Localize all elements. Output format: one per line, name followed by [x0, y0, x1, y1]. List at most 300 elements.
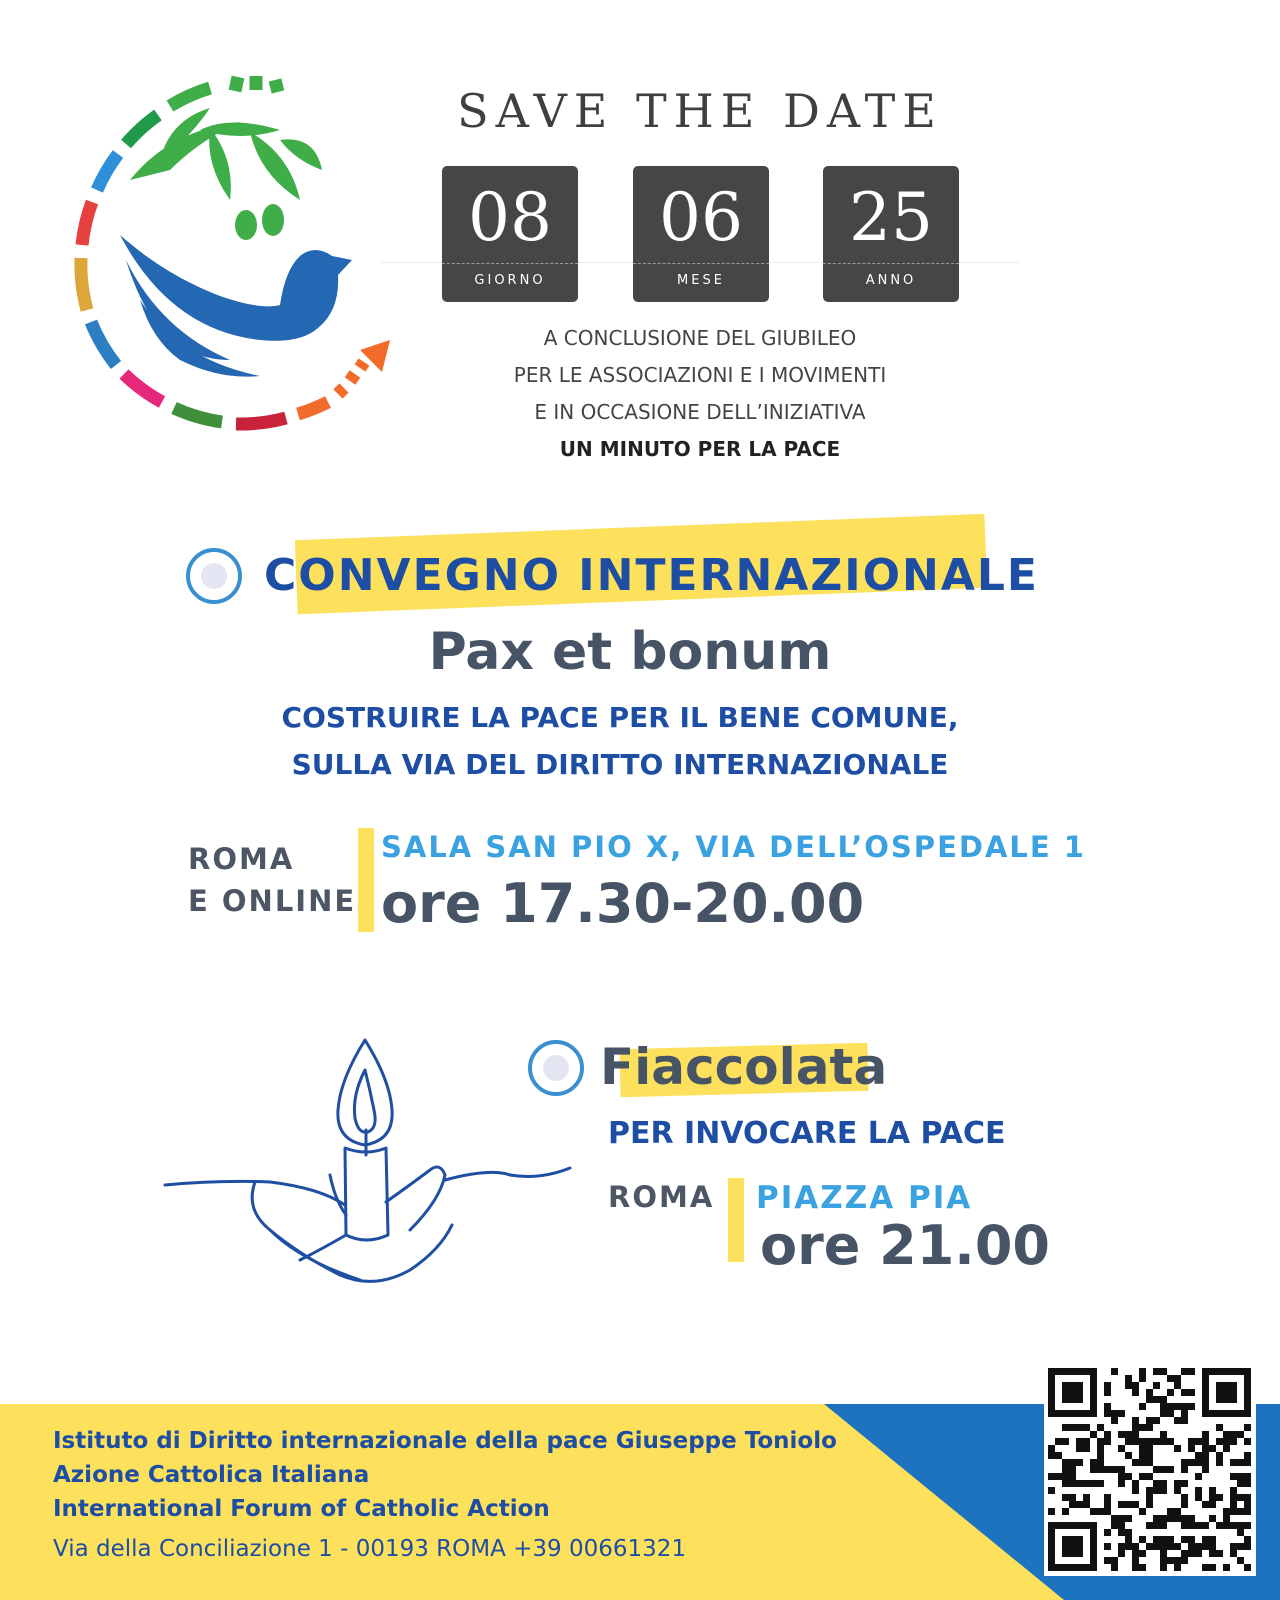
qr-module: [1167, 1508, 1174, 1515]
qr-module: [1223, 1431, 1230, 1438]
qr-module: [1069, 1424, 1076, 1431]
qr-module: [1237, 1480, 1244, 1487]
qr-module: [1230, 1389, 1237, 1396]
qr-module: [1237, 1543, 1244, 1550]
qr-module: [1048, 1536, 1055, 1543]
qr-module: [1174, 1508, 1181, 1515]
qr-module: [1181, 1515, 1188, 1522]
qr-module: [1146, 1438, 1153, 1445]
qr-module: [1160, 1557, 1167, 1564]
qr-module: [1111, 1564, 1118, 1571]
qr-module: [1048, 1487, 1055, 1494]
qr-module: [1055, 1438, 1062, 1445]
qr-module: [1188, 1543, 1195, 1550]
qr-module: [1202, 1564, 1209, 1571]
qr-module: [1244, 1508, 1251, 1515]
qr-module: [1202, 1466, 1209, 1473]
qr-module: [1153, 1522, 1160, 1529]
qr-module: [1153, 1536, 1160, 1543]
qr-module: [1195, 1452, 1202, 1459]
qr-module: [1132, 1543, 1139, 1550]
qr-module: [1069, 1368, 1076, 1375]
qr-module: [1216, 1368, 1223, 1375]
qr-module: [1090, 1431, 1097, 1438]
qr-module: [1230, 1501, 1237, 1508]
qr-module: [1132, 1501, 1139, 1508]
qr-module: [1069, 1396, 1076, 1403]
qr-module: [1062, 1410, 1069, 1417]
qr-module: [1174, 1417, 1181, 1424]
qr-module: [1090, 1375, 1097, 1382]
qr-module: [1223, 1508, 1230, 1515]
qr-module: [1174, 1515, 1181, 1522]
qr-module: [1244, 1459, 1251, 1466]
qr-module: [1230, 1396, 1237, 1403]
qr-module: [1223, 1396, 1230, 1403]
torchlight-subtitle: PER INVOCARE LA PACE: [608, 1116, 1006, 1151]
qr-module: [1090, 1403, 1097, 1410]
qr-module: [1090, 1389, 1097, 1396]
qr-module: [1048, 1382, 1055, 1389]
qr-module: [1230, 1543, 1237, 1550]
intro-line: E IN OCCASIONE DELL’INIZIATIVA: [534, 400, 866, 424]
save-the-date-title: SAVE THE DATE: [457, 84, 943, 138]
qr-module: [1104, 1403, 1111, 1410]
conference-title: CONVEGNO INTERNAZIONALE: [264, 550, 1039, 601]
qr-module: [1237, 1494, 1244, 1501]
qr-module: [1216, 1410, 1223, 1417]
qr-module: [1244, 1368, 1251, 1375]
qr-module: [1132, 1487, 1139, 1494]
qr-module: [1132, 1438, 1139, 1445]
qr-module: [1160, 1466, 1167, 1473]
qr-module: [1188, 1445, 1195, 1452]
qr-module: [1076, 1550, 1083, 1557]
qr-module: [1181, 1417, 1188, 1424]
qr-module: [1188, 1515, 1195, 1522]
qr-module: [1055, 1564, 1062, 1571]
qr-module: [1167, 1403, 1174, 1410]
qr-module: [1209, 1501, 1216, 1508]
qr-module: [1244, 1501, 1251, 1508]
qr-module: [1132, 1564, 1139, 1571]
qr-module: [1076, 1445, 1083, 1452]
qr-module: [1055, 1522, 1062, 1529]
date-month-label: MESE: [677, 273, 725, 288]
qr-module: [1181, 1466, 1188, 1473]
qr-module: [1209, 1487, 1216, 1494]
date-day-box: [442, 166, 578, 302]
qr-module: [1181, 1536, 1188, 1543]
qr-module: [1111, 1522, 1118, 1529]
qr-module: [1160, 1550, 1167, 1557]
intro-highlight: UN MINUTO PER LA PACE: [559, 437, 841, 461]
qr-module: [1118, 1431, 1125, 1438]
qr-module: [1132, 1389, 1139, 1396]
qr-module: [1195, 1543, 1202, 1550]
qr-module: [1111, 1557, 1118, 1564]
qr-module: [1146, 1473, 1153, 1480]
qr-module: [1076, 1382, 1083, 1389]
qr-module: [1237, 1529, 1244, 1536]
qr-module: [1118, 1529, 1125, 1536]
qr-module: [1097, 1459, 1104, 1466]
qr-module: [1139, 1550, 1146, 1557]
qr-module: [1132, 1557, 1139, 1564]
qr-module: [1069, 1473, 1076, 1480]
qr-module: [1202, 1536, 1209, 1543]
qr-module: [1111, 1410, 1118, 1417]
qr-module: [1146, 1522, 1153, 1529]
qr-module: [1153, 1368, 1160, 1375]
qr-module: [1153, 1417, 1160, 1424]
qr-module: [1111, 1515, 1118, 1522]
qr-module: [1153, 1487, 1160, 1494]
qr-module: [1181, 1501, 1188, 1508]
qr-module: [1069, 1522, 1076, 1529]
qr-module: [1181, 1550, 1188, 1557]
qr-module: [1055, 1452, 1062, 1459]
qr-module: [1146, 1452, 1153, 1459]
qr-module: [1160, 1515, 1167, 1522]
qr-module: [1209, 1515, 1216, 1522]
qr-module: [1160, 1487, 1167, 1494]
intro-line: A CONCLUSIONE DEL GIUBILEO: [543, 326, 857, 350]
qr-module: [1188, 1522, 1195, 1529]
organizer-name: Azione Cattolica Italiana: [53, 1462, 370, 1488]
qr-module: [1062, 1438, 1069, 1445]
qr-module: [1209, 1564, 1216, 1571]
qr-module: [1202, 1522, 1209, 1529]
qr-module: [1181, 1494, 1188, 1501]
qr-module: [1244, 1543, 1251, 1550]
qr-module: [1048, 1410, 1055, 1417]
qr-module: [1139, 1375, 1146, 1382]
qr-module: [1104, 1431, 1111, 1438]
qr-module: [1174, 1403, 1181, 1410]
qr-module: [1062, 1424, 1069, 1431]
qr-module: [1209, 1543, 1216, 1550]
qr-module: [1202, 1452, 1209, 1459]
qr-module: [1139, 1438, 1146, 1445]
qr-module: [1146, 1501, 1153, 1508]
conference-venue: SALA SAN PIO X, VIA DELL’OSPEDALE 1: [381, 830, 1086, 864]
qr-module: [1048, 1522, 1055, 1529]
qr-module: [1216, 1494, 1223, 1501]
qr-module: [1160, 1536, 1167, 1543]
qr-module: [1146, 1396, 1153, 1403]
qr-module: [1195, 1550, 1202, 1557]
qr-module: [1230, 1368, 1237, 1375]
qr-module: [1223, 1410, 1230, 1417]
date-month-box: [633, 166, 769, 302]
qr-module: [1104, 1382, 1111, 1389]
date-year-box: [823, 166, 959, 302]
qr-module: [1076, 1459, 1083, 1466]
qr-module: [1160, 1480, 1167, 1487]
qr-module: [1069, 1382, 1076, 1389]
qr-module: [1055, 1473, 1062, 1480]
qr-module: [1202, 1501, 1209, 1508]
qr-module: [1181, 1368, 1188, 1375]
qr-module: [1076, 1522, 1083, 1529]
date-year-value: 25: [849, 179, 933, 256]
qr-module: [1167, 1515, 1174, 1522]
qr-module: [1048, 1452, 1055, 1459]
qr-module: [1076, 1410, 1083, 1417]
qr-module: [1139, 1459, 1146, 1466]
qr-module: [1167, 1438, 1174, 1445]
qr-module: [1153, 1382, 1160, 1389]
conference-city: ROMA: [188, 842, 295, 876]
qr-module: [1188, 1438, 1195, 1445]
qr-module: [1237, 1459, 1244, 1466]
qr-module: [1132, 1480, 1139, 1487]
qr-module: [1062, 1466, 1069, 1473]
qr-module: [1076, 1501, 1083, 1508]
qr-module: [1069, 1410, 1076, 1417]
qr-module: [1139, 1424, 1146, 1431]
info-bar: [728, 1178, 744, 1262]
qr-module: [1132, 1431, 1139, 1438]
qr-module: [1202, 1382, 1209, 1389]
qr-module: [1076, 1368, 1083, 1375]
qr-module: [1244, 1375, 1251, 1382]
qr-module: [1167, 1410, 1174, 1417]
qr-module: [1202, 1389, 1209, 1396]
qr-module: [1195, 1473, 1202, 1480]
qr-module: [1076, 1389, 1083, 1396]
qr-module: [1083, 1445, 1090, 1452]
qr-module: [1097, 1452, 1104, 1459]
qr-module: [1076, 1480, 1083, 1487]
qr-module: [1216, 1522, 1223, 1529]
qr-module: [1167, 1375, 1174, 1382]
qr-module: [1181, 1522, 1188, 1529]
qr-module: [1146, 1494, 1153, 1501]
qr-module: [1062, 1508, 1069, 1515]
qr-module: [1076, 1396, 1083, 1403]
qr-module: [1167, 1543, 1174, 1550]
qr-module: [1048, 1557, 1055, 1564]
qr-module: [1090, 1536, 1097, 1543]
qr-module: [1097, 1438, 1104, 1445]
qr-module: [1195, 1487, 1202, 1494]
qr-module: [1230, 1522, 1237, 1529]
qr-module: [1104, 1501, 1111, 1508]
date-day-label: GIORNO: [474, 273, 546, 288]
qr-module: [1090, 1382, 1097, 1389]
subtitle-line: COSTRUIRE LA PACE PER IL BENE COMUNE,: [281, 701, 959, 734]
qr-module: [1223, 1368, 1230, 1375]
qr-module: [1202, 1543, 1209, 1550]
qr-module: [1048, 1368, 1055, 1375]
qr-module: [1139, 1368, 1146, 1375]
qr-module: [1160, 1410, 1167, 1417]
qr-module: [1055, 1410, 1062, 1417]
qr-module: [1153, 1515, 1160, 1522]
qr-module: [1223, 1438, 1230, 1445]
qr-module: [1090, 1508, 1097, 1515]
qr-module: [1125, 1382, 1132, 1389]
qr-module: [1069, 1536, 1076, 1543]
qr-module: [1181, 1557, 1188, 1564]
date-year-label: ANNO: [865, 273, 917, 288]
qr-module: [1090, 1522, 1097, 1529]
qr-module: [1153, 1396, 1160, 1403]
qr-module: [1083, 1410, 1090, 1417]
qr-module: [1181, 1459, 1188, 1466]
qr-module: [1097, 1480, 1104, 1487]
qr-module: [1062, 1473, 1069, 1480]
qr-module: [1104, 1410, 1111, 1417]
qr-module: [1111, 1466, 1118, 1473]
qr-module: [1160, 1396, 1167, 1403]
organizer-name: Istituto di Diritto internazionale della pace Giuseppe Toniolo: [53, 1428, 837, 1454]
qr-module: [1237, 1557, 1244, 1564]
qr-module: [1118, 1550, 1125, 1557]
qr-module: [1244, 1452, 1251, 1459]
date-day-value: 08: [468, 179, 552, 256]
qr-module: [1174, 1487, 1181, 1494]
qr-module: [1090, 1480, 1097, 1487]
qr-module: [1160, 1438, 1167, 1445]
qr-module: [1216, 1424, 1223, 1431]
conference-mode: E ONLINE: [188, 884, 357, 918]
qr-module: [1125, 1543, 1132, 1550]
qr-module: [1244, 1564, 1251, 1571]
qr-module: [1195, 1494, 1202, 1501]
qr-module: [1132, 1424, 1139, 1431]
qr-module: [1230, 1508, 1237, 1515]
qr-module: [1076, 1536, 1083, 1543]
qr-module: [1202, 1403, 1209, 1410]
jubilee-logo-icon: [60, 60, 410, 450]
qr-module: [1216, 1382, 1223, 1389]
qr-module: [1111, 1417, 1118, 1424]
qr-module: [1153, 1466, 1160, 1473]
bullet-circle-icon: [186, 548, 242, 604]
qr-module: [1167, 1466, 1174, 1473]
qr-module: [1195, 1459, 1202, 1466]
date-month-separator: [633, 263, 769, 264]
qr-module: [1125, 1375, 1132, 1382]
qr-module: [1083, 1494, 1090, 1501]
qr-module: [1090, 1557, 1097, 1564]
qr-module: [1125, 1501, 1132, 1508]
qr-module: [1118, 1410, 1125, 1417]
qr-module: [1076, 1438, 1083, 1445]
bullet-circle-icon: [528, 1040, 584, 1096]
qr-module: [1223, 1564, 1230, 1571]
qr-module: [1167, 1389, 1174, 1396]
qr-module: [1174, 1480, 1181, 1487]
qr-module: [1076, 1564, 1083, 1571]
qr-module: [1048, 1396, 1055, 1403]
qr-module: [1160, 1564, 1167, 1571]
qr-module: [1090, 1564, 1097, 1571]
qr-module: [1146, 1445, 1153, 1452]
qr-module: [1244, 1382, 1251, 1389]
qr-module: [1048, 1543, 1055, 1550]
qr-module: [1195, 1522, 1202, 1529]
subtitle-line: SULLA VIA DEL DIRITTO INTERNAZIONALE: [291, 748, 949, 781]
qr-module: [1090, 1368, 1097, 1375]
qr-module: [1230, 1459, 1237, 1466]
qr-module: [1062, 1459, 1069, 1466]
qr-module: [1104, 1543, 1111, 1550]
qr-module: [1104, 1557, 1111, 1564]
qr-module: [1181, 1480, 1188, 1487]
qr-module: [1125, 1473, 1132, 1480]
qr-module: [1048, 1403, 1055, 1410]
conference-time: ore 17.30-20.00: [381, 872, 865, 935]
qr-module: [1048, 1529, 1055, 1536]
date-year-separator: [823, 263, 959, 264]
qr-module: [1244, 1480, 1251, 1487]
organizer-name: International Forum of Catholic Action: [53, 1496, 550, 1522]
qr-module: [1069, 1501, 1076, 1508]
qr-module: [1048, 1375, 1055, 1382]
conference-name: Pax et bonum: [428, 622, 832, 682]
qr-module: [1139, 1536, 1146, 1543]
qr-module: [1062, 1396, 1069, 1403]
qr-module: [1202, 1445, 1209, 1452]
qr-module: [1083, 1564, 1090, 1571]
qr-module: [1244, 1424, 1251, 1431]
qr-module: [1111, 1368, 1118, 1375]
qr-module: [1090, 1550, 1097, 1557]
torchlight-time: ore 21.00: [760, 1214, 1050, 1277]
qr-module: [1244, 1410, 1251, 1417]
candle-hands-icon: [160, 1030, 580, 1300]
qr-module: [1188, 1459, 1195, 1466]
qr-module: [1202, 1410, 1209, 1417]
qr-module: [1244, 1473, 1251, 1480]
qr-module: [1160, 1522, 1167, 1529]
qr-module: [1118, 1543, 1125, 1550]
qr-module: [1090, 1396, 1097, 1403]
qr-module: [1216, 1389, 1223, 1396]
qr-module: [1132, 1550, 1139, 1557]
qr-module: [1090, 1529, 1097, 1536]
qr-module: [1146, 1424, 1153, 1431]
intro-line: PER LE ASSOCIAZIONI E I MOVIMENTI: [513, 363, 887, 387]
qr-module: [1195, 1438, 1202, 1445]
qr-code-icon[interactable]: [1044, 1364, 1256, 1576]
qr-module: [1132, 1459, 1139, 1466]
qr-module: [1237, 1508, 1244, 1515]
qr-module: [1160, 1368, 1167, 1375]
qr-module: [1125, 1452, 1132, 1459]
qr-module: [1139, 1452, 1146, 1459]
qr-module: [1244, 1494, 1251, 1501]
qr-module: [1244, 1389, 1251, 1396]
qr-module: [1153, 1480, 1160, 1487]
qr-module: [1062, 1543, 1069, 1550]
qr-module: [1209, 1445, 1216, 1452]
qr-module: [1153, 1543, 1160, 1550]
qr-module: [1097, 1445, 1104, 1452]
qr-module: [1125, 1438, 1132, 1445]
qr-module: [1146, 1417, 1153, 1424]
info-bar: [358, 828, 374, 932]
torchlight-title: Fiaccolata: [600, 1038, 888, 1096]
qr-module: [1181, 1389, 1188, 1396]
torchlight-city: ROMA: [608, 1180, 715, 1214]
qr-module: [1160, 1543, 1167, 1550]
qr-module: [1097, 1466, 1104, 1473]
